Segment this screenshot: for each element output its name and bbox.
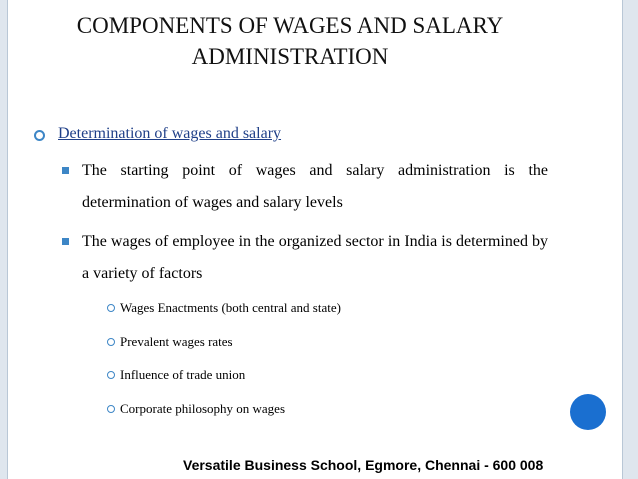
- square-bullet-icon: [62, 238, 69, 245]
- factor-text: Wages Enactments (both central and state): [120, 300, 341, 315]
- left-border-band: [0, 0, 7, 479]
- circle-bullet-icon: [107, 405, 115, 413]
- point-item: [82, 155, 548, 219]
- right-border-band: [623, 0, 638, 479]
- factor-item: [120, 333, 233, 351]
- circle-bullet-icon: [107, 304, 115, 312]
- point-item: [82, 226, 548, 290]
- ring-bullet-icon: [34, 130, 45, 141]
- slide-title-line-2: ADMINISTRATION: [191, 44, 389, 69]
- point-text: The wages of employee in the organized sector in India is determined by a variety of factors: [82, 233, 548, 282]
- slide-title-line-1: COMPONENTS OF WAGES AND SALARY: [76, 13, 504, 38]
- slide-title: [40, 10, 540, 72]
- heading-bullet-text: Determination of wages and salary: [58, 125, 282, 142]
- factor-item: [120, 299, 341, 317]
- factor-text: Prevalent wages rates: [120, 334, 233, 349]
- footer-text: Versatile Business School, Egmore, Chennai - 600 008: [183, 457, 544, 473]
- left-border-line: [7, 0, 8, 479]
- square-bullet-icon: [62, 167, 69, 174]
- factor-text: Corporate philosophy on wages: [120, 401, 286, 416]
- decorative-blue-circle: [570, 394, 606, 430]
- point-text: The starting point of wages and salary administration is the determination of wages and salary levels: [82, 162, 548, 211]
- factor-text: Influence of trade union: [120, 367, 246, 382]
- circle-bullet-icon: [107, 371, 115, 379]
- circle-bullet-icon: [107, 338, 115, 346]
- factor-item: [120, 400, 285, 418]
- factor-item: [120, 366, 245, 384]
